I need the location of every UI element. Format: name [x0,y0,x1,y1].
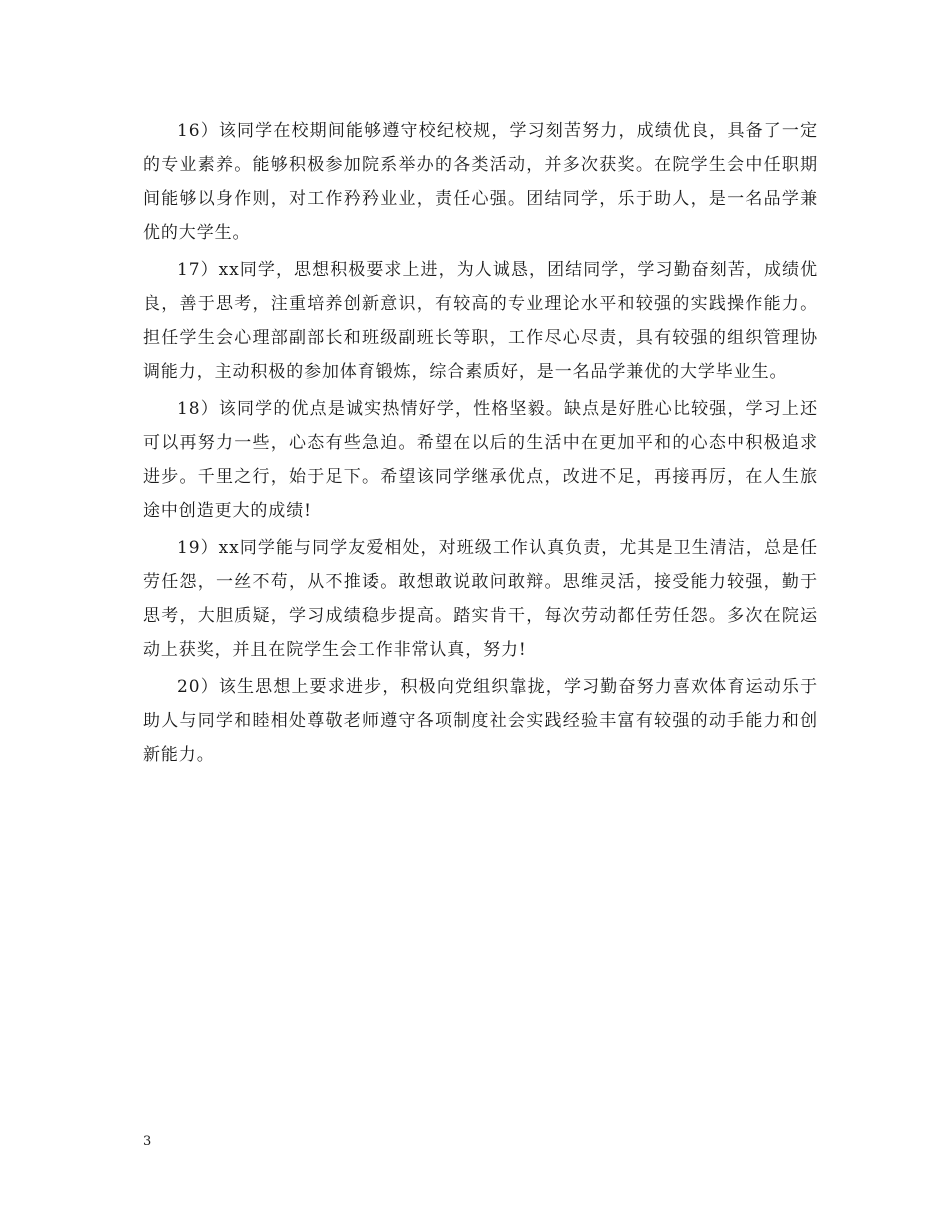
page-number: 3 [143,1134,152,1149]
paragraph-20: 20）该生思想上要求进步，积极向党组织靠拢，学习勤奋努力喜欢体育运动乐于助人与同学和睦相处尊敬老师遵守各项制度社会实践经验丰富有较强的动手能力和创新能力。 [143,677,818,765]
paragraph-16: 16）该同学在校期间能够遵守校纪校规，学习刻苦努力，成绩优良，具备了一定的专业素养。能够积极参加院系举办的各类活动，并多次获奖。在院学生会中任职期间能够以身作则，对工作矜矜业业，责任心强。团结同学，乐于助人，是一名品学兼优的大学生。 [143,121,818,243]
paragraph-18: 18）该同学的优点是诚实热情好学，性格坚毅。缺点是好胜心比较强，学习上还可以再努力一些，心态有些急迫。希望在以后的生活中在更加平和的心态中积极追求进步。千里之行，始于足下。希望该同学继承优点，改进不足，再接再厉，在人生旅途中创造更大的成绩! [143,399,818,521]
paragraph-19: 19）xx同学能与同学友爱相处，对班级工作认真负责，尤其是卫生清洁，总是任劳任怨，一丝不苟，从不推诿。敢想敢说敢问敢辩。思维灵活，接受能力较强，勤于思考，大胆质疑，学习成绩稳步提高。踏实肯干，每次劳动都任劳任怨。多次在院运动上获奖，并且在院学生会工作非常认真，努力! [143,538,818,660]
paragraph-17: 17）xx同学，思想积极要求上进，为人诚恳，团结同学，学习勤奋刻苦，成绩优良，善于思考，注重培养创新意识，有较高的专业理论水平和较强的实践操作能力。担任学生会心理部副部长和班级副班长等职，工作尽心尽责，具有较强的组织管理协调能力，主动积极的参加体育锻炼，综合素质好，是一名品学兼优的大学毕业生。 [143,260,818,382]
document-body [143,114,818,775]
